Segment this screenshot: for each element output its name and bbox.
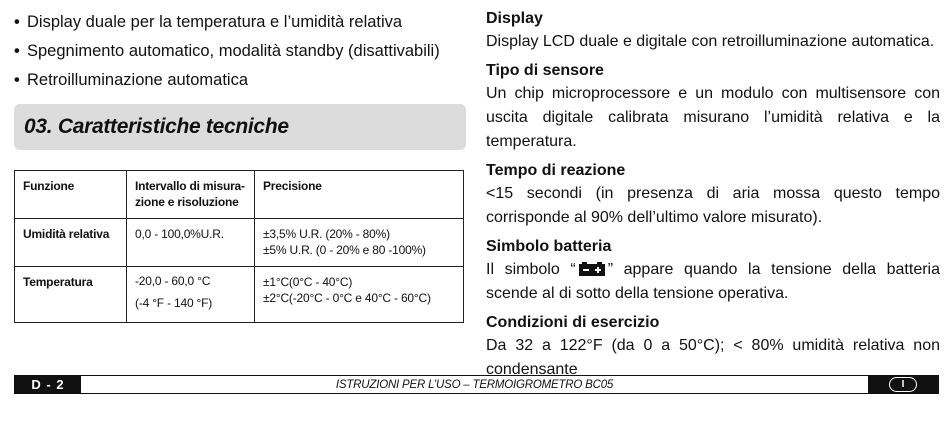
table-row: [15, 267, 464, 323]
spec-title: Condizioni di esercizio: [486, 314, 660, 331]
cell-precisione: ±3,5% U.R. (20% - 80%) ±5% U.R. (0 - 20% e 80 -100%): [255, 219, 464, 267]
cell-funzione: Umidità relativa: [15, 219, 127, 267]
spec-text: Il simbolo “ ” appare quando la tensione della batteria scende al di sotto della tensione operativa.: [486, 261, 940, 302]
spec-title: Display: [486, 10, 543, 27]
page-number: D - 2: [15, 376, 81, 393]
language-badge: [868, 376, 938, 393]
header-precisione: Precisione: [255, 171, 464, 219]
table-row: [15, 219, 464, 267]
spec-title: Tempo di reazione: [486, 162, 626, 179]
cell-precisione: ±1°C(0°C - 40°C) ±2°C(-20°C - 0°C e 40°C - 60°C): [255, 267, 464, 323]
bullet-icon: •: [14, 71, 20, 89]
header-intervallo: Intervallo di misura- zione e risoluzione: [127, 171, 255, 219]
bullet-icon: •: [14, 42, 20, 60]
feature-list: [14, 8, 466, 95]
cell-funzione: Temperatura: [15, 267, 127, 323]
feature-item: • Retroilluminazione automatica: [14, 66, 466, 95]
spec-sensore: [486, 60, 940, 154]
table-header-row: [15, 171, 464, 219]
spec-reazione: [486, 160, 940, 230]
spec-batteria: [486, 236, 940, 306]
spec-title: Tipo di sensore: [486, 62, 604, 79]
bullet-icon: •: [14, 13, 20, 31]
spec-text: <15 secondi (in presenza di aria mossa questo tempo corrisponde al 90% dell’ultimo valore misurato).: [486, 185, 940, 226]
language-icon: I: [889, 377, 917, 392]
feature-item: • Display duale per la temperatura e l’umidità relativa: [14, 8, 466, 37]
footer-title: ISTRUZIONI PER L’USO – TERMOIGROMETRO BC05: [335, 378, 614, 391]
header-funzione: Funzione: [15, 171, 127, 219]
battery-icon: [579, 262, 605, 276]
cell-intervallo: -20,0 - 60,0 °C (-4 °F - 140 °F): [127, 267, 255, 323]
spec-title: Simbolo batteria: [486, 238, 612, 255]
spec-text: Display LCD duale e digitale con retroilluminazione automatica.: [486, 33, 935, 50]
feature-item: • Spegnimento automatico, modalità standby (disattivabili): [14, 37, 466, 66]
spec-display: [486, 8, 940, 54]
right-column: [486, 8, 940, 388]
section-heading: 03. Caratteristiche tecniche: [14, 104, 466, 150]
left-column: [14, 8, 466, 323]
spec-table: [14, 170, 464, 323]
spec-esercizio: [486, 312, 940, 382]
page-footer: [14, 375, 939, 394]
spec-text: Da 32 a 122°F (da 0 a 50°C); < 80% umidità relativa non condensante: [486, 337, 940, 378]
spec-text: Un chip microprocessore e un modulo con multisensore con uscita digitale calibrata misurano l’umidità relativa e la temperatura.: [486, 85, 940, 150]
cell-intervallo: 0,0 - 100,0%U.R.: [127, 219, 255, 267]
